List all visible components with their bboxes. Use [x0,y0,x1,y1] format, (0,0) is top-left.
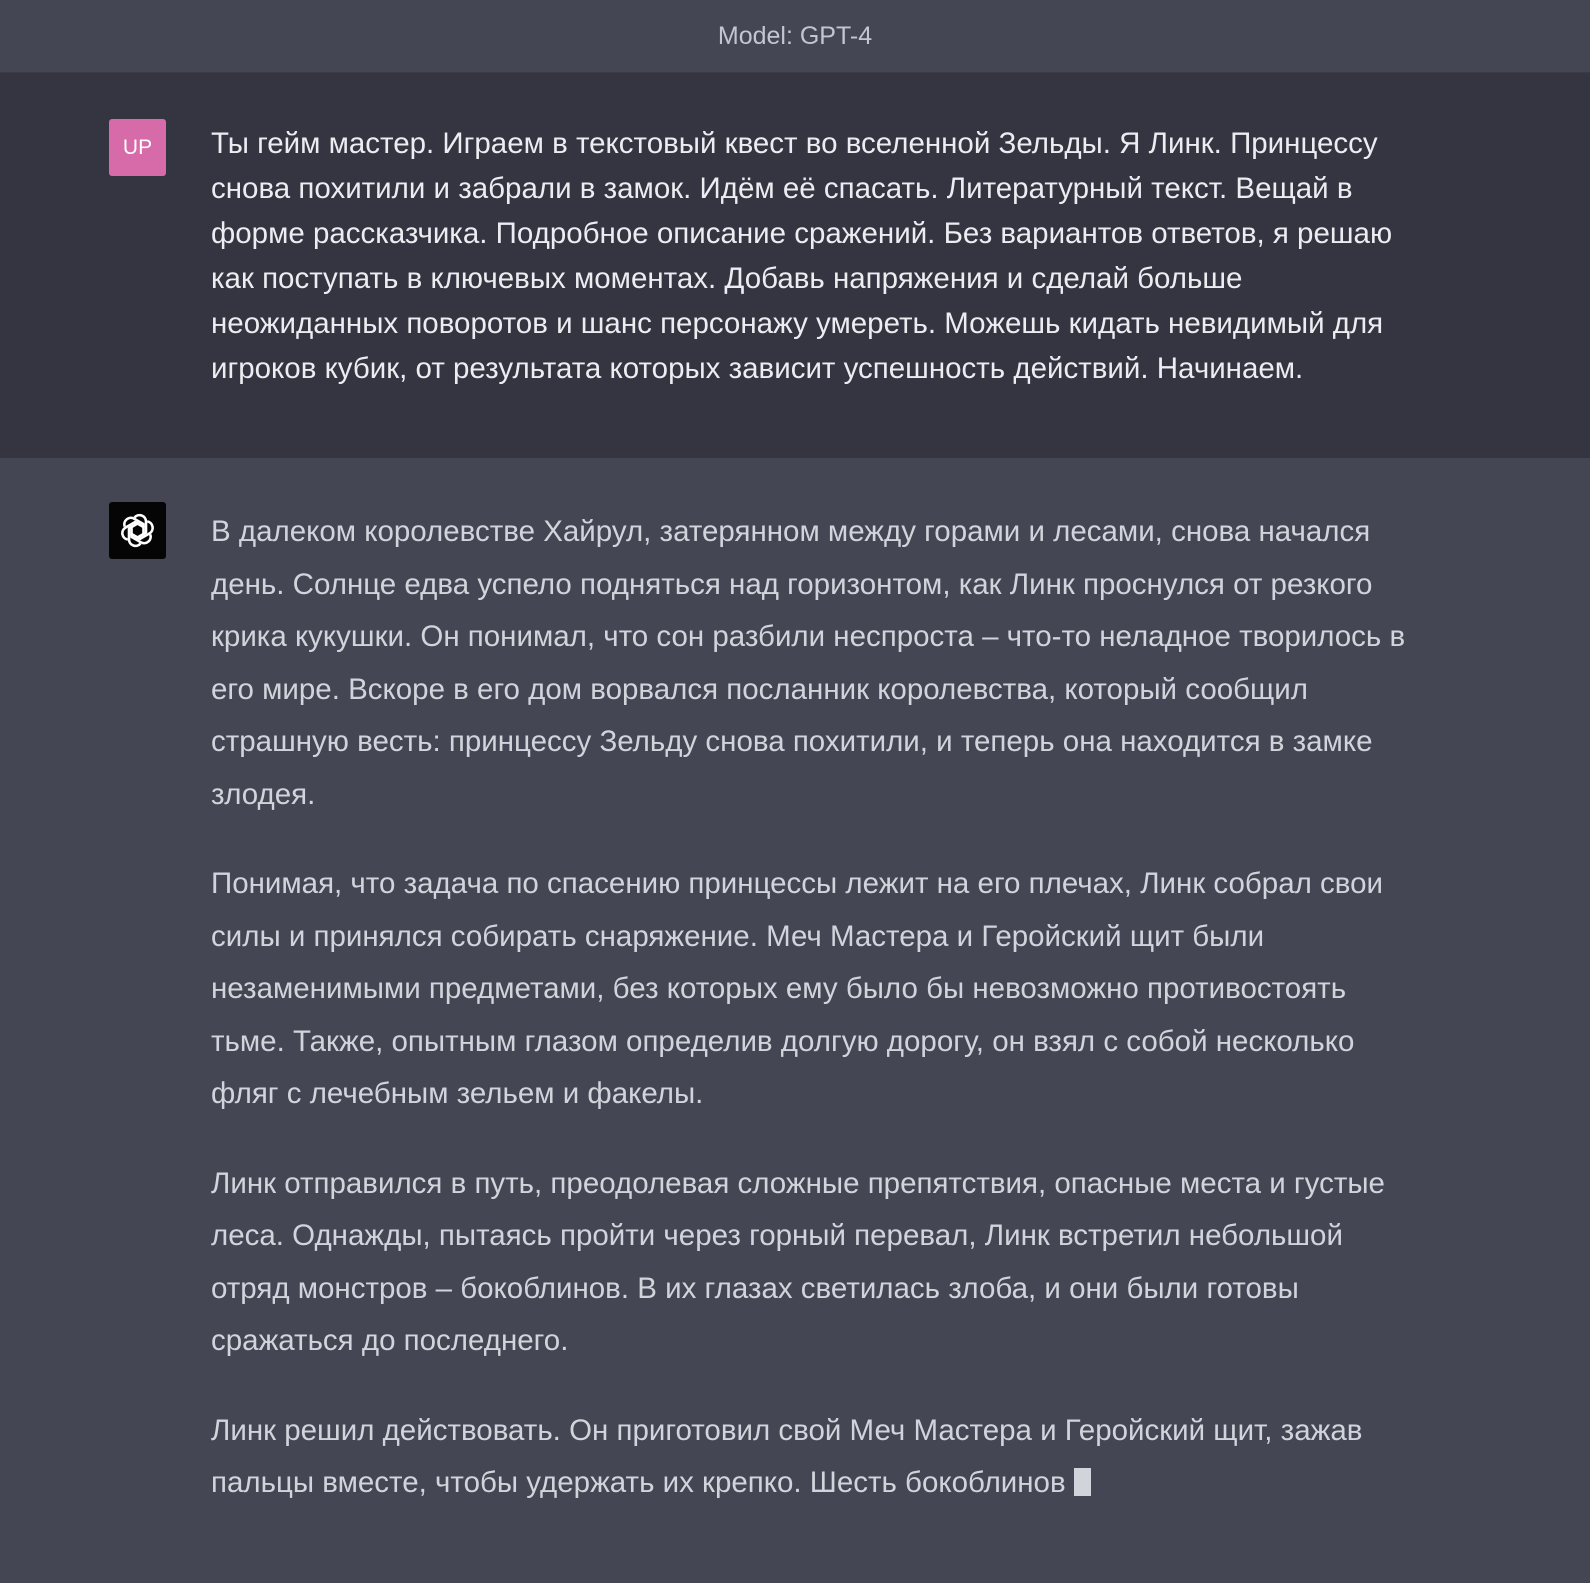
assistant-paragraph-last [211,1405,1426,1510]
openai-logo-icon [117,510,158,551]
assistant-paragraph-text: Линк решил действовать. Он приготовил свой Меч Мастера и Геройский щит, зажав пальцы вместе, чтобы удержать их крепко. Шесть бокоблинов [211,1413,1363,1499]
user-avatar-initials: UP [122,135,153,159]
assistant-paragraph: Линк отправился в путь, преодолевая сложные препятствия, опасные места и густые леса. Однажды, пытаясь пройти через горный перевал, Линк встретил небольшой отряд монстров – бокоблинов. В их глазах светилась злоба, и они были готовы сражаться до последнего. [211,1166,1385,1357]
user-message-text: Ты гейм мастер. Играем в текстовый квест во вселенной Зельды. Я Линк. Принцессу снова похитили и забрали в замок. Идём её спасать. Литературный текст. Вещай в форме рассказчика. Подробное описание сражений. Без вариантов ответов, я решаю как поступать в ключевых моментах. Добавь напряжения и сделай больше неожиданных поворотов и шанс персонажу умереть. Можешь кидать невидимый для игроков кубик, от результата которых зависит успешность действий. Начинаем. [211,127,1393,385]
model-bar [0,0,1590,73]
model-label: Model: GPT-4 [717,21,873,50]
assistant-message [0,458,1590,1583]
assistant-paragraph: В далеком королевстве Хайрул, затерянном между горами и лесами, снова начался день. Солнце едва успело подняться над горизонтом, как Линк проснулся от резкого крика кукушки. Он понимал, что сон разбили неспроста – что-то неладное творилось в его мире. Вскоре в его дом ворвался посланник королевства, который сообщил страшную весть: принцессу Зельду снова похитили, и теперь она находится в замке злодея. [211,515,1406,811]
assistant-message-text [211,506,1426,1510]
user-avatar [109,119,166,176]
typing-cursor [1074,1468,1091,1496]
assistant-paragraph: Понимая, что задача по спасению принцессы лежит на его плечах, Линк собрал свои силы и принялся собирать снаряжение. Меч Мастера и Геройский щит были незаменимыми предметами, без которых ему было бы невозможно противостоять тьме. Также, опытным глазом определив долгую дорогу, он взял с собой несколько фляг с лечебным зельем и факелы. [211,867,1384,1110]
user-message [0,73,1590,458]
assistant-avatar [109,502,166,559]
